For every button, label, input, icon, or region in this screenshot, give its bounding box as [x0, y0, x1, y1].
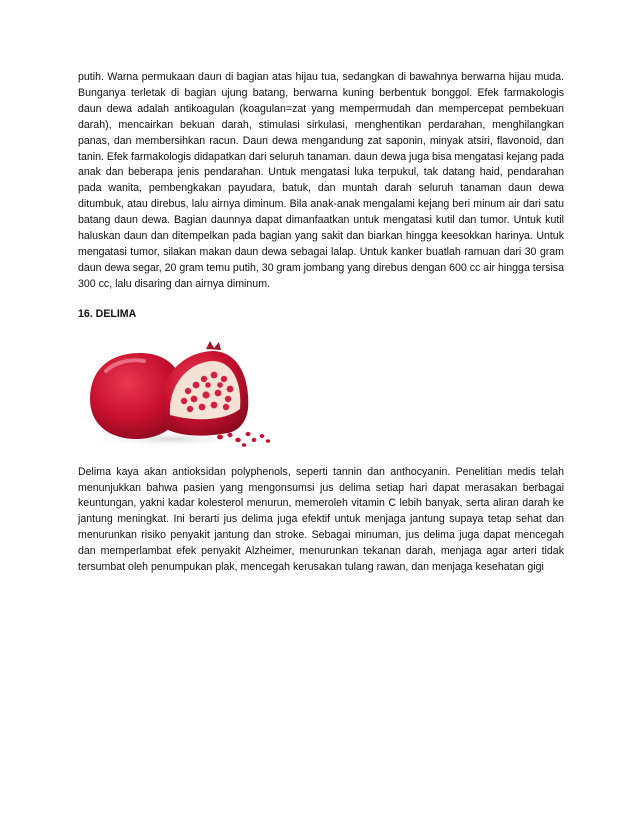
body-paragraph-daun-dewa: putih. Warna permukaan daun di bagian atas hijau tua, sedangkan di bawahnya berwarna hijau muda. Bunganya terletak di bagian ujung batang, berwarna kuning berbentuk bonggol. Efek farmakologis daun dewa adalah antikoagulan (koagulan=zat yang mempermudah dan mempercepat pembekuan darah), mencairkan bekuan darah, stimulasi sirkulasi, menghentikan perdarahan, menghilangkan panas, dan membersihkan racun. Daun dewa mengandung zat saponin, minyak atsiri, flavonoid, dan tanin. Efek farmakologis didapatkan dari seluruh tanaman. daun dewa juga bisa mengatasi kejang pada anak dan beberapa jenis pendarahan. Untuk mengatasi luka terpukul, tak datang haid, pendarahan pada wanita, pembengkakan payudara, batuk, dan muntah darah seluruh tanaman daun dewa ditumbuk, atau direbus, lalu airnya diminum. Bila anak-anak mengalami kejang beri minum air dari satu batang daun dewa. Bagian daunnya dapat dimanfaatkan untuk mengatasi kutil dan tumor. Untuk kutil haluskan daun dan ditempelkan pada bagian yang sakit dan biarkan hingga keesokkan harinya. Untuk mengatasi tumor, silakan makan daun dewa sebagai lalap. Untuk kanker buatlah ramuan dari 30 gram daun dewa segar, 20 gram temu putih, 30 gram jombang yang direbus dengan 600 cc air hingga tersisa 300 cc, lalu disaring dan airnya diminum. — [78, 71, 564, 290]
section-heading-delima: 16. DELIMA — [78, 307, 137, 320]
cut-pomegranate — [161, 351, 248, 436]
pomegranate-image — [78, 341, 278, 449]
pomegranate-illustration — [78, 341, 278, 449]
pomegranate-crown — [206, 341, 221, 350]
document-page — [78, 70, 564, 576]
body-paragraph-delima: Delima kaya akan antioksidan polyphenols, seperti tannin dan anthocyanin. Penelitian medis telah menunjukkan bahwa pasien yang mengonsumsi jus delima setiap hari dapat merasakan berbagai keuntungan, yakni kadar kolesterol menurun, memeroleh vitamin C lebih banyak, serta aliran darah ke jantung meningkat. Ini berarti jus delima juga efektif untuk menjaga jantung supaya tetap sehat dan menurunkan risiko penyakit jantung dan stroke. Sebagai minuman, jus delima juga dapat mencegah dan memperlambat efek penyakit Alzheimer, menurunkan tekanan darah, menjaga agar arteri tidak tersumbat oleh penumpukan plak, mencegah kerusakan tulang rawan, dan menjaga kesehatan gigi — [78, 465, 564, 574]
